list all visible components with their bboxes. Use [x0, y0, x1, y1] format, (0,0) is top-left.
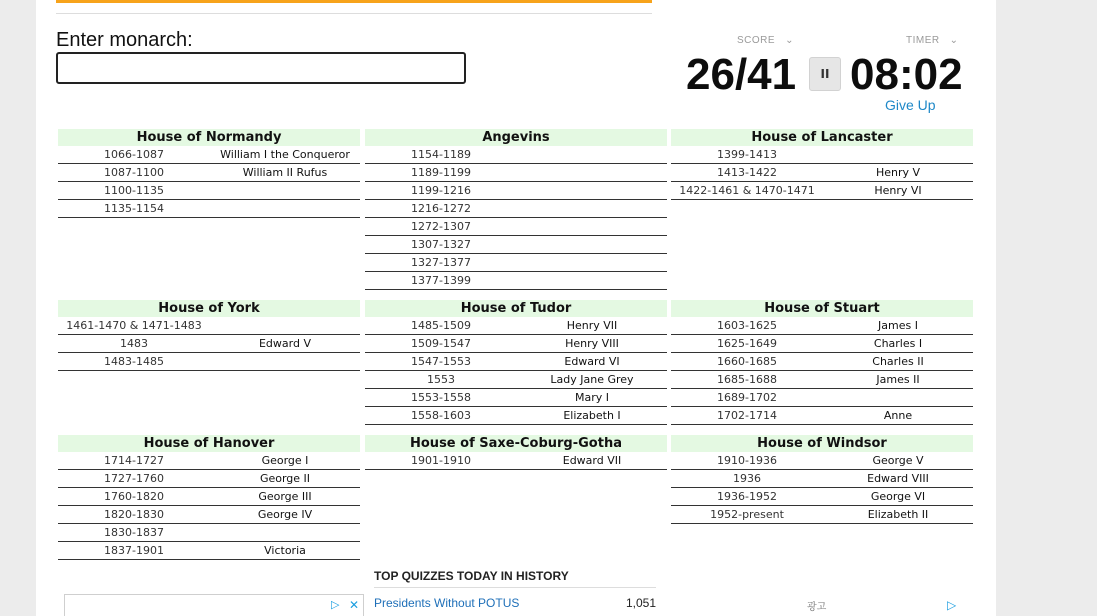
monarch-row — [58, 452, 360, 470]
reign-years: 1422-1461 & 1470-1471 — [679, 184, 815, 197]
monarch-row — [58, 353, 360, 371]
monarch-row — [365, 254, 667, 272]
monarch-row — [671, 146, 973, 164]
monarch-row — [365, 218, 667, 236]
house-title: Angevins — [365, 129, 667, 146]
reign-years: 1952-present — [710, 508, 784, 521]
reign-years: 1399-1413 — [717, 148, 777, 161]
monarch-row — [671, 353, 973, 371]
chevron-down-icon: ⌄ — [949, 35, 959, 46]
accent-bar — [56, 0, 652, 3]
reign-years: 1837-1901 — [104, 544, 164, 557]
monarch-row — [365, 236, 667, 254]
reign-years: 1625-1649 — [717, 337, 777, 350]
monarch-row — [365, 407, 667, 425]
reign-years: 1483 — [120, 337, 148, 350]
monarch-row — [365, 452, 667, 470]
reign-years: 1820-1830 — [104, 508, 164, 521]
enter-monarch-label: Enter monarch: — [56, 29, 193, 51]
monarch-name: George II — [259, 472, 311, 485]
reign-years: 1100-1135 — [104, 184, 164, 197]
monarch-row — [671, 407, 973, 425]
house-section — [671, 300, 973, 425]
house-section — [365, 300, 667, 425]
monarch-row — [58, 524, 360, 542]
monarch-name: James II — [876, 373, 920, 386]
monarch-row — [58, 317, 360, 335]
monarch-row — [365, 389, 667, 407]
reign-years: 1066-1087 — [104, 148, 164, 161]
monarch-name: Henry VII — [566, 319, 618, 332]
quiz-link[interactable]: Presidents Without POTUS — [374, 596, 520, 610]
monarch-row — [671, 506, 973, 524]
score-label[interactable]: SCORE ⌄ — [737, 35, 794, 46]
monarch-row — [365, 146, 667, 164]
monarch-row — [58, 488, 360, 506]
monarch-name: Mary I — [574, 391, 609, 404]
monarch-name: Elizabeth I — [563, 409, 621, 422]
monarch-name: Charles I — [873, 337, 923, 350]
reign-years: 1936-1952 — [717, 490, 777, 503]
monarch-row — [58, 164, 360, 182]
monarch-name: William II Rufus — [242, 166, 328, 179]
quiz-play-count: 1,051 — [626, 596, 657, 610]
reign-years: 1485-1509 — [411, 319, 471, 332]
monarch-row — [365, 353, 667, 371]
monarch-row — [671, 389, 973, 407]
score-value: 26/41 — [686, 50, 797, 99]
reign-years: 1327-1377 — [411, 256, 471, 269]
monarch-row — [671, 452, 973, 470]
monarch-row — [58, 146, 360, 164]
monarch-row — [58, 506, 360, 524]
monarch-name: George III — [258, 490, 312, 503]
house-section — [365, 129, 667, 290]
pause-icon: II — [820, 67, 830, 81]
top-quizzes-title: TOP QUIZZES TODAY IN HISTORY — [374, 569, 569, 583]
timer-label[interactable]: TIMER ⌄ — [906, 35, 959, 46]
reign-years: 1509-1547 — [411, 337, 471, 350]
monarch-name: George VI — [870, 490, 926, 503]
monarch-name: Henry V — [875, 166, 921, 179]
monarch-name: Victoria — [264, 544, 306, 557]
monarch-name: Edward V — [258, 337, 311, 350]
monarch-row — [58, 335, 360, 353]
monarch-name: George V — [872, 454, 924, 467]
reign-years: 1553-1558 — [411, 391, 471, 404]
house-title: House of Stuart — [671, 300, 973, 317]
close-icon[interactable]: ✕ — [349, 598, 360, 612]
reign-years: 1936 — [733, 472, 761, 485]
reign-years: 1272-1307 — [411, 220, 471, 233]
monarch-row — [671, 164, 973, 182]
reign-years: 1461-1470 & 1471-1483 — [66, 319, 202, 332]
monarch-row — [365, 335, 667, 353]
monarch-name: Edward VII — [562, 454, 622, 467]
reign-years: 1660-1685 — [717, 355, 777, 368]
monarch-row — [671, 317, 973, 335]
quiz-page — [36, 0, 996, 616]
timer-value: 08:02 — [850, 50, 963, 99]
reign-years: 1714-1727 — [104, 454, 164, 467]
ad-choices-icon[interactable]: ▷ — [947, 598, 957, 612]
reign-years: 1685-1688 — [717, 373, 777, 386]
divider — [56, 13, 652, 14]
reign-years: 1199-1216 — [411, 184, 471, 197]
reign-years: 1483-1485 — [104, 355, 164, 368]
reign-years: 1547-1553 — [411, 355, 471, 368]
monarch-row — [365, 317, 667, 335]
monarch-name: George IV — [257, 508, 313, 521]
give-up-link[interactable]: Give Up — [885, 97, 936, 113]
monarch-name: Anne — [883, 409, 913, 422]
reign-years: 1901-1910 — [411, 454, 471, 467]
reign-years: 1603-1625 — [717, 319, 777, 332]
divider — [374, 587, 656, 588]
house-section — [671, 129, 973, 200]
reign-years: 1689-1702 — [717, 391, 777, 404]
reign-years: 1087-1100 — [104, 166, 164, 179]
monarch-row — [58, 542, 360, 560]
house-section — [58, 435, 360, 560]
monarch-row — [58, 182, 360, 200]
reign-years: 1413-1422 — [717, 166, 777, 179]
monarch-row — [58, 200, 360, 218]
monarch-row — [671, 488, 973, 506]
house-title: House of Tudor — [365, 300, 667, 317]
monarch-name: Henry VI — [874, 184, 922, 197]
monarch-row — [671, 182, 973, 200]
monarch-name: William I the Conqueror — [220, 148, 350, 161]
house-title: House of York — [58, 300, 360, 317]
reign-years: 1553 — [427, 373, 455, 386]
house-title: House of Normandy — [58, 129, 360, 146]
monarch-row — [671, 371, 973, 389]
house-title: House of Lancaster — [671, 129, 973, 146]
monarch-row — [365, 164, 667, 182]
monarch-name: Edward VI — [564, 355, 620, 368]
house-title: House of Windsor — [671, 435, 973, 452]
house-section — [671, 435, 973, 524]
monarch-name: George I — [261, 454, 309, 467]
reign-years: 1189-1199 — [411, 166, 471, 179]
house-section — [58, 300, 360, 371]
monarch-row — [365, 371, 667, 389]
reign-years: 1377-1399 — [411, 274, 471, 287]
reign-years: 1307-1327 — [411, 238, 471, 251]
monarch-name: Lady Jane Grey — [550, 373, 634, 386]
reign-years: 1727-1760 — [104, 472, 164, 485]
monarch-row — [58, 470, 360, 488]
house-title: House of Hanover — [58, 435, 360, 452]
house-section — [58, 129, 360, 218]
reign-years: 1216-1272 — [411, 202, 471, 215]
reign-years: 1154-1189 — [411, 148, 471, 161]
monarch-name: James I — [878, 319, 918, 332]
monarch-row — [671, 470, 973, 488]
ad-choices-icon[interactable]: ▷ — [331, 598, 340, 611]
ad-box[interactable] — [64, 594, 364, 616]
monarch-row — [365, 182, 667, 200]
chevron-down-icon: ⌄ — [785, 35, 794, 46]
answer-input[interactable] — [56, 52, 466, 84]
monarch-row — [365, 200, 667, 218]
reign-years: 1830-1837 — [104, 526, 164, 539]
monarch-name: Elizabeth II — [867, 508, 929, 521]
reign-years: 1558-1603 — [411, 409, 471, 422]
ad-label: 광고 — [807, 602, 827, 613]
pause-button[interactable] — [809, 57, 841, 91]
monarch-name: Charles II — [872, 355, 924, 368]
monarch-name: Edward VIII — [867, 472, 929, 485]
house-title: House of Saxe-Coburg-Gotha — [365, 435, 667, 452]
monarch-row — [365, 272, 667, 290]
reign-years: 1702-1714 — [717, 409, 777, 422]
reign-years: 1910-1936 — [717, 454, 777, 467]
monarch-row — [671, 335, 973, 353]
reign-years: 1760-1820 — [104, 490, 164, 503]
reign-years: 1135-1154 — [104, 202, 164, 215]
monarch-name: Henry VIII — [565, 337, 619, 350]
house-section — [365, 435, 667, 470]
